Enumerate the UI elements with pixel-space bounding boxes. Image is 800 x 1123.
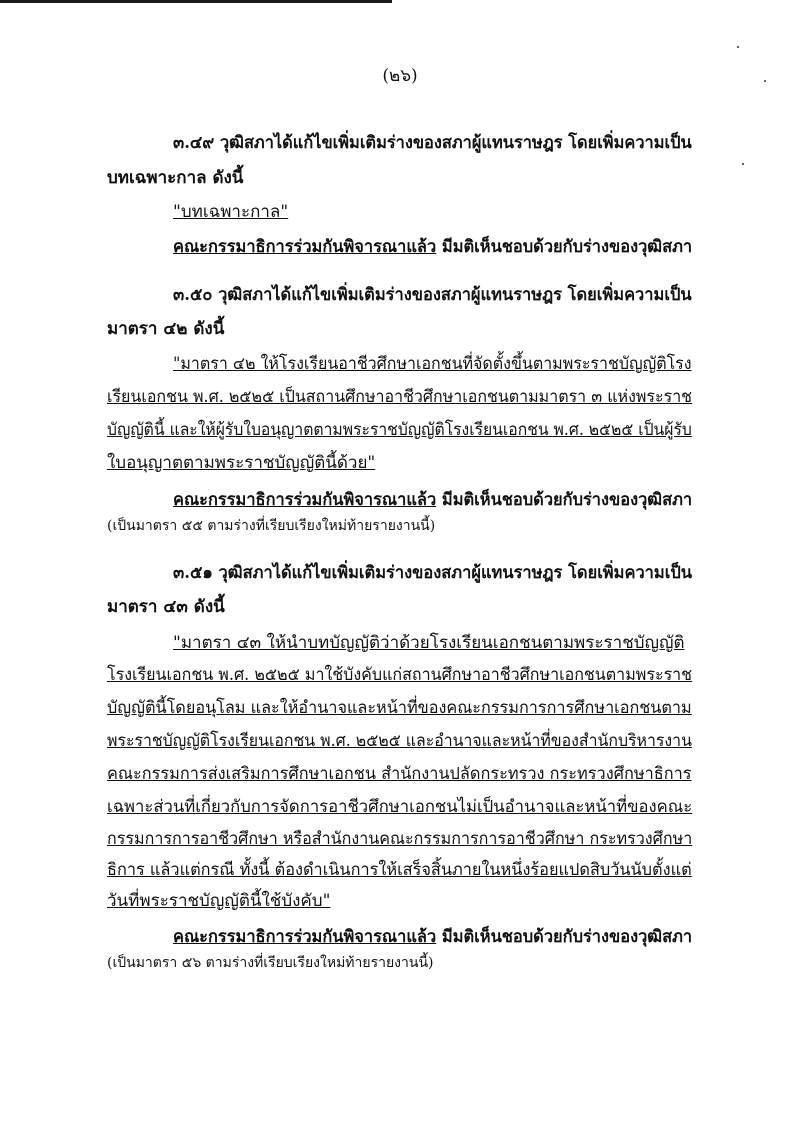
section-351-quote-line: คณะกรรมการส่งเสริมการศึกษาเอกชน สำนักงานปลัดกระทรวง กระทรวงศึกษาธิการ <box>107 764 692 784</box>
scan-speck <box>742 163 744 165</box>
section-349-quote: "บทเฉพาะกาล" <box>173 202 289 222</box>
section-350-note: (เป็นมาตรา ๕๕ ตามร่างที่เรียบเรียงใหม่ท้ายรายงานนี้) <box>107 518 436 534</box>
section-351-line2: มาตรา ๔๓ ดังนี้ <box>107 597 225 617</box>
section-351-quote-line: ธิการ แล้วแต่กรณี ทั้งนี้ ต้องดำเนินการให้เสร็จสิ้นภายในหนึ่งร้อยแปดสิบวันนับตั้งแต่ <box>107 860 692 880</box>
section-351-quote-line: วันที่พระราชบัญญัตินี้ใช้บังคับ" <box>107 891 331 911</box>
committee-label: คณะกรรมาธิการร่วมกันพิจารณาแล้ว <box>173 237 437 257</box>
section-351-quote-line: เฉพาะส่วนที่เกี่ยวกับการจัดการอาชีวศึกษาเอกชนไม่เป็นอำนาจและหน้าที่ของคณะ <box>107 797 693 817</box>
section-351-quote-line: "มาตรา ๔๓ ให้นำบทบัญญัติว่าด้วยโรงเรียนเอกชนตามพระราชบัญญัติ <box>173 633 685 653</box>
section-350-quote-line: "มาตรา ๔๒ ให้โรงเรียนอาชีวศึกษาเอกชนที่จัดตั้งขึ้นตามพระราชบัญญัติโรง <box>173 354 692 374</box>
section-350-quote-line: เรียนเอกชน พ.ศ. ๒๕๒๕ เป็นสถานศึกษาอาชีวศึกษาเอกชนตามมาตรา ๓ แห่งพระราช <box>107 387 693 407</box>
committee-label: คณะกรรมาธิการร่วมกันพิจารณาแล้ว <box>173 927 437 947</box>
section-349-line2: บทเฉพาะกาล ดังนี้ <box>107 168 244 188</box>
section-351-line1: ๓.๕๑ วุฒิสภาได้แก้ไขเพิ่มเติมร่างของสภาผู้แทนราษฎร โดยเพิ่มความเป็น <box>173 563 693 583</box>
page-number: (๒๖) <box>382 66 418 86</box>
scan-speck <box>737 46 739 48</box>
section-350-line1: ๓.๕๐ วุฒิสภาได้แก้ไขเพิ่มเติมร่างของสภาผู้แทนราษฎร โดยเพิ่มความเป็น <box>173 285 692 305</box>
section-349-committee-opinion <box>173 236 692 258</box>
section-349-line1: ๓.๔๙ วุฒิสภาได้แก้ไขเพิ่มเติมร่างของสภาผู้แทนราษฎร โดยเพิ่มความเป็น <box>173 133 692 153</box>
committee-resolution: มีมติเห็นชอบด้วยกับร่างของวุฒิสภา <box>436 927 693 947</box>
section-350-line2: มาตรา ๔๒ ดังนี้ <box>107 319 225 339</box>
section-351-note: (เป็นมาตรา ๕๖ ตามร่างที่เรียบเรียงใหม่ท้ายรายงานนี้) <box>107 955 434 971</box>
section-351-quote-line: บัญญัตินี้โดยอนุโลม และให้อำนาจและหน้าที่ของคณะกรรมการการศึกษาเอกชนตาม <box>107 698 692 718</box>
scan-edge-mark <box>0 0 392 3</box>
section-350-quote-line: บัญญัตินี้ และให้ผู้รับใบอนุญาตตามพระราชบัญญัติโรงเรียนเอกชน พ.ศ. ๒๕๒๕ เป็นผู้รับ <box>107 420 692 440</box>
section-350-quote-line: ใบอนุญาตตามพระราชบัญญัตินี้ด้วย" <box>107 453 376 473</box>
section-351-quote-line: โรงเรียนเอกชน พ.ศ. ๒๕๒๕ มาใช้บังคับแก่สถานศึกษาอาชีวศึกษาเอกชนตามพระราช <box>107 665 693 685</box>
section-351-committee-opinion <box>173 926 692 948</box>
committee-resolution: มีมติเห็นชอบด้วยกับร่างของวุฒิสภา <box>436 490 693 510</box>
committee-resolution: มีมติเห็นชอบด้วยกับร่างของวุฒิสภา <box>436 237 693 257</box>
section-351-quote-line: พระราชบัญญัติโรงเรียนเอกชน พ.ศ. ๒๕๒๕ และอำนาจและหน้าที่ของสำนักบริหารงาน <box>107 731 692 751</box>
section-351-quote-line: กรรมการการอาชีวศึกษา หรือสำนักงานคณะกรรมการการอาชีวศึกษา กระทรวงศึกษา <box>107 829 693 849</box>
committee-label: คณะกรรมาธิการร่วมกันพิจารณาแล้ว <box>173 490 437 510</box>
section-350-committee-opinion <box>173 489 692 511</box>
